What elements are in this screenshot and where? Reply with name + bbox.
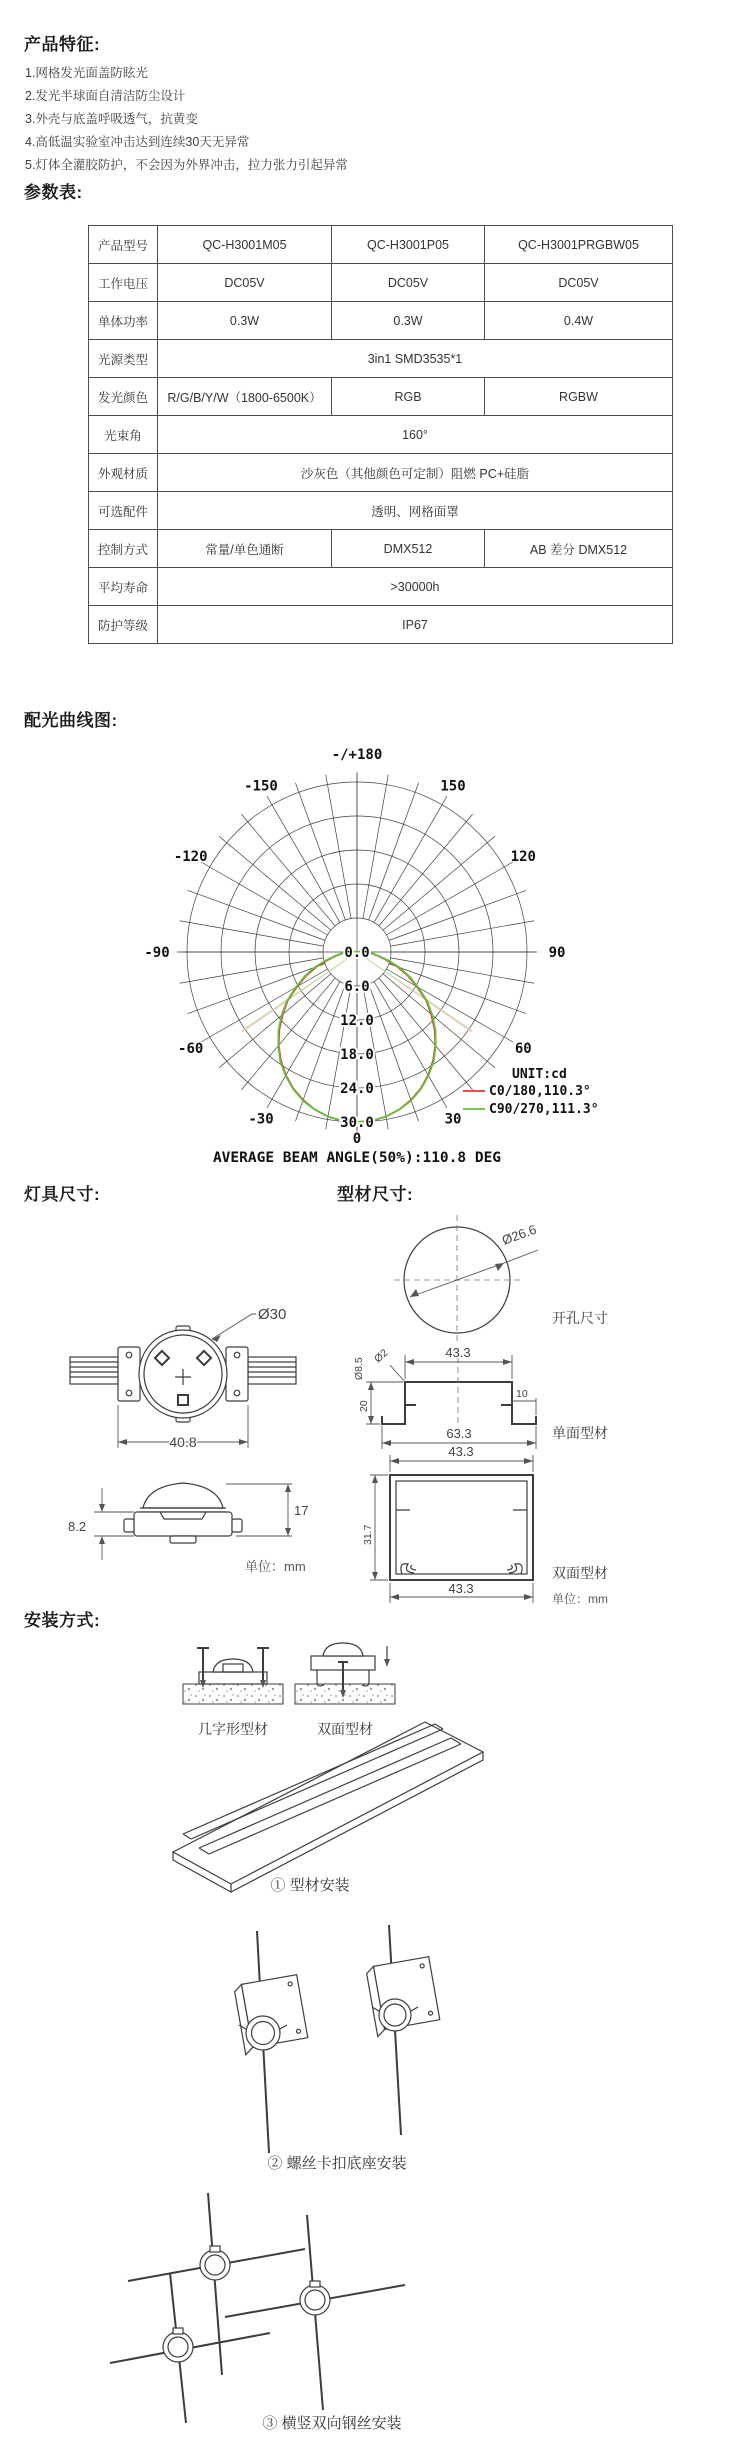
polar-spoke [272, 981, 340, 1099]
polar-spoke [248, 822, 335, 926]
param-value-cell: 0.3W [332, 302, 485, 340]
table-row [89, 378, 673, 416]
table-row [89, 530, 673, 568]
polar-tick [517, 890, 526, 893]
param-value-cell: QC-H3001M05 [158, 226, 332, 264]
polar-tick [326, 775, 328, 785]
polar-tick [180, 921, 190, 923]
polar-tick [466, 814, 472, 822]
param-label-cell: 控制方式 [89, 530, 158, 568]
polar-tick [180, 982, 190, 984]
param-label-cell: 防护等级 [89, 606, 158, 644]
angle-label: -/+180 [331, 747, 383, 763]
polar-tick [487, 836, 495, 842]
param-value-cell: DMX512 [332, 530, 485, 568]
angle-label: 60 [514, 1041, 532, 1057]
polar-tick [415, 783, 418, 792]
double-bottom-width-label: 43.3 [448, 1581, 474, 1596]
polar-spoke [379, 822, 466, 926]
single-hole2-label: Ø8.5 [353, 1357, 365, 1380]
cutout-hole-drawing [394, 1215, 608, 1345]
features-heading: 产品特征: [24, 35, 101, 54]
wire-lamp-3 [163, 2328, 193, 2362]
param-value-cell: R/G/B/Y/W（1800-6500K） [158, 378, 332, 416]
single-side-profile-drawing [353, 1345, 608, 1449]
polar-spoke [299, 792, 346, 920]
angle-label: -150 [244, 778, 278, 795]
polar-spoke [389, 894, 517, 941]
param-value-cell: >30000h [158, 568, 673, 606]
polar-spoke [227, 843, 331, 930]
feature-item: 5.灯体全灌胶防护，不会因为外界冲击，拉力张力引起异常 [25, 158, 348, 172]
table-row [89, 568, 673, 606]
install-heading: 安装方式: [24, 1611, 101, 1630]
polar-tick [524, 921, 534, 923]
polar-tick [241, 1082, 247, 1090]
polar-spoke [190, 922, 324, 946]
param-value-cell: DC05V [332, 264, 485, 302]
feature-item: 4.高低温实验室冲击达到连续30天无异常 [25, 135, 250, 149]
polar-spoke [383, 843, 487, 930]
angle-label: -120 [173, 849, 208, 865]
polar-spoke [386, 867, 504, 935]
hat-profile-mount [183, 1648, 283, 1737]
light-distribution-polar-chart [110, 726, 630, 1171]
double-profile-caption: 双面型材 [552, 1565, 608, 1581]
beam-angle-marker [357, 952, 473, 1031]
polar-tick [267, 796, 272, 805]
polar-spoke [390, 922, 524, 946]
param-label-cell: 光源类型 [89, 340, 158, 378]
double-top-width-label: 43.3 [448, 1444, 474, 1459]
angle-label: 30 [444, 1111, 462, 1128]
feature-item: 3.外壳与底盖呼吸透气，抗黄变 [25, 112, 198, 126]
polar-spoke [299, 984, 346, 1112]
polar-spoke [363, 785, 387, 919]
param-label-cell: 发光颜色 [89, 378, 158, 416]
radial-label: 30.0 [340, 1115, 374, 1131]
polar-tick [188, 1010, 197, 1013]
polar-spoke [197, 894, 325, 941]
screw-clip-install-drawing [175, 1925, 505, 2175]
table-row [89, 606, 673, 644]
angle-label: 0 [352, 1131, 362, 1147]
lamp-height-label: 17 [294, 1503, 309, 1518]
lamp-width-label: 40.8 [169, 1434, 197, 1450]
steel-wire-install-drawing [110, 2185, 460, 2435]
lamp-top-view [70, 1306, 296, 1450]
double-height-label: 31.7 [362, 1524, 374, 1545]
param-label-cell: 单体功率 [89, 302, 158, 340]
features-list [25, 62, 348, 177]
single-top-width-label: 43.3 [445, 1345, 471, 1360]
wire-lamp-1 [200, 2246, 230, 2280]
table-row [89, 454, 673, 492]
polar-tick [487, 1061, 495, 1067]
polar-tick [295, 783, 298, 792]
lamp-dimension-drawing [40, 1240, 340, 1575]
param-value-cell: 透明、网格面罩 [158, 492, 673, 530]
param-value-cell: 0.4W [485, 302, 673, 340]
single-height-label: 20 [358, 1400, 370, 1412]
param-value-cell: QC-H3001PRGBW05 [485, 226, 673, 264]
polar-spoke [374, 805, 442, 923]
beam-angle-footer: AVERAGE BEAM ANGLE(50%):110.8 DEG [212, 1150, 502, 1166]
params-heading: 参数表: [24, 183, 83, 202]
param-value-cell: RGB [332, 378, 485, 416]
param-label-cell: 可选配件 [89, 492, 158, 530]
polar-tick [387, 1119, 389, 1129]
step3-caption: ③ 横竖双向钢丝安装 [262, 2415, 402, 2432]
wire-lamp-2 [300, 2281, 330, 2315]
table-row [89, 492, 673, 530]
polar-spoke [210, 969, 328, 1037]
double-mount-caption: 双面型材 [317, 1721, 373, 1737]
lamp-unit-label: 单位：mm [245, 1559, 306, 1574]
param-value-cell: RGBW [485, 378, 673, 416]
polar-spoke [374, 981, 442, 1099]
param-value-cell: DC05V [485, 264, 673, 302]
lamp-base-height-label: 8.2 [68, 1519, 87, 1534]
param-value-cell: QC-H3001P05 [332, 226, 485, 264]
lamp-dims-heading: 灯具尺寸: [24, 1185, 101, 1204]
polar-tick [442, 796, 447, 805]
profile-install-drawing [95, 1638, 525, 1908]
polar-tick [387, 775, 389, 785]
cutout-caption: 开孔尺寸 [552, 1310, 608, 1326]
single-profile-caption: 单面型材 [552, 1425, 608, 1441]
polar-tick [524, 982, 534, 984]
angle-label: 150 [440, 778, 466, 795]
profile-dims-heading: 型材尺寸: [337, 1185, 414, 1204]
feature-item: 1.网格发光面盖防眩光 [25, 66, 148, 80]
polar-spoke [369, 984, 416, 1112]
polar-tick [442, 1099, 447, 1108]
feature-item: 2.发光半球面自清洁防尘设计 [25, 89, 186, 103]
param-value-cell: IP67 [158, 606, 673, 644]
param-label-cell: 工作电压 [89, 264, 158, 302]
angle-label: -60 [178, 1041, 204, 1057]
table-row [89, 302, 673, 340]
param-value-cell: DC05V [158, 264, 332, 302]
double-side-profile-drawing [362, 1444, 608, 1606]
strip-on-board [173, 1722, 483, 1892]
step1-caption: ① 型材安装 [270, 1877, 350, 1894]
parameter-table [88, 225, 673, 644]
polar-tick [415, 1112, 418, 1121]
angle-label: -90 [144, 945, 170, 961]
radial-label: 12.0 [340, 1013, 374, 1029]
polar-tick [504, 1037, 513, 1042]
polar-tick [267, 1099, 272, 1108]
param-value-cell: 0.3W [158, 302, 332, 340]
single-tab-label: 10 [516, 1388, 528, 1400]
step2-caption: ② 螺丝卡扣底座安装 [267, 2155, 407, 2172]
polar-tick [295, 1112, 298, 1121]
param-value-cell: 3in1 SMD3535*1 [158, 340, 673, 378]
radial-label: 0.0 [344, 945, 370, 961]
lamp-diameter-label: Ø30 [258, 1306, 287, 1323]
single-bottom-width-label: 63.3 [446, 1426, 472, 1441]
double-profile-mount [295, 1643, 395, 1737]
param-label-cell: 外观材质 [89, 454, 158, 492]
param-label-cell: 产品型号 [89, 226, 158, 264]
hat-mount-caption: 几字形型材 [198, 1721, 268, 1737]
polar-spoke [386, 969, 504, 1037]
param-value-cell: 160° [158, 416, 673, 454]
table-row [89, 226, 673, 264]
radial-label: 6.0 [344, 979, 370, 995]
param-value-cell: 常量/单色通断 [158, 530, 332, 568]
polar-tick [241, 814, 247, 822]
profile-dimension-drawing [353, 1205, 620, 1610]
radial-label: 18.0 [340, 1047, 374, 1063]
radial-label: 24.0 [340, 1081, 374, 1097]
lamp-side-view [68, 1483, 308, 1574]
polar-spoke [210, 867, 328, 935]
profile-unit-label: 单位：mm [552, 1592, 608, 1606]
param-label-cell: 平均寿命 [89, 568, 158, 606]
polar-spoke [369, 792, 416, 920]
table-row [89, 264, 673, 302]
param-label-cell: 光束角 [89, 416, 158, 454]
curve-heading: 配光曲线图: [24, 711, 118, 730]
polar-tick [326, 1119, 328, 1129]
polar-tick [466, 1082, 472, 1090]
legend-item: C90/270,111.3° [489, 1102, 599, 1117]
table-row [89, 416, 673, 454]
table-row [89, 340, 673, 378]
polar-tick [219, 1061, 227, 1067]
unit-label: UNIT:cd [512, 1067, 567, 1082]
polar-tick [517, 1010, 526, 1013]
polar-tick [188, 890, 197, 893]
param-value-cell: AB 差分 DMX512 [485, 530, 673, 568]
single-hole-label: Ø2 [371, 1346, 391, 1366]
hole-diameter-label: Ø26.6 [499, 1221, 539, 1248]
legend-item: C0/180,110.3° [489, 1084, 591, 1099]
polar-spoke [327, 785, 351, 919]
param-value-cell: 沙灰色（其他颜色可定制）阻燃 PC+硅脂 [158, 454, 673, 492]
polar-tick [219, 836, 227, 842]
polar-spoke [272, 805, 340, 923]
angle-label: -30 [248, 1111, 274, 1128]
angle-label: 90 [548, 945, 566, 961]
angle-label: 120 [510, 849, 536, 865]
